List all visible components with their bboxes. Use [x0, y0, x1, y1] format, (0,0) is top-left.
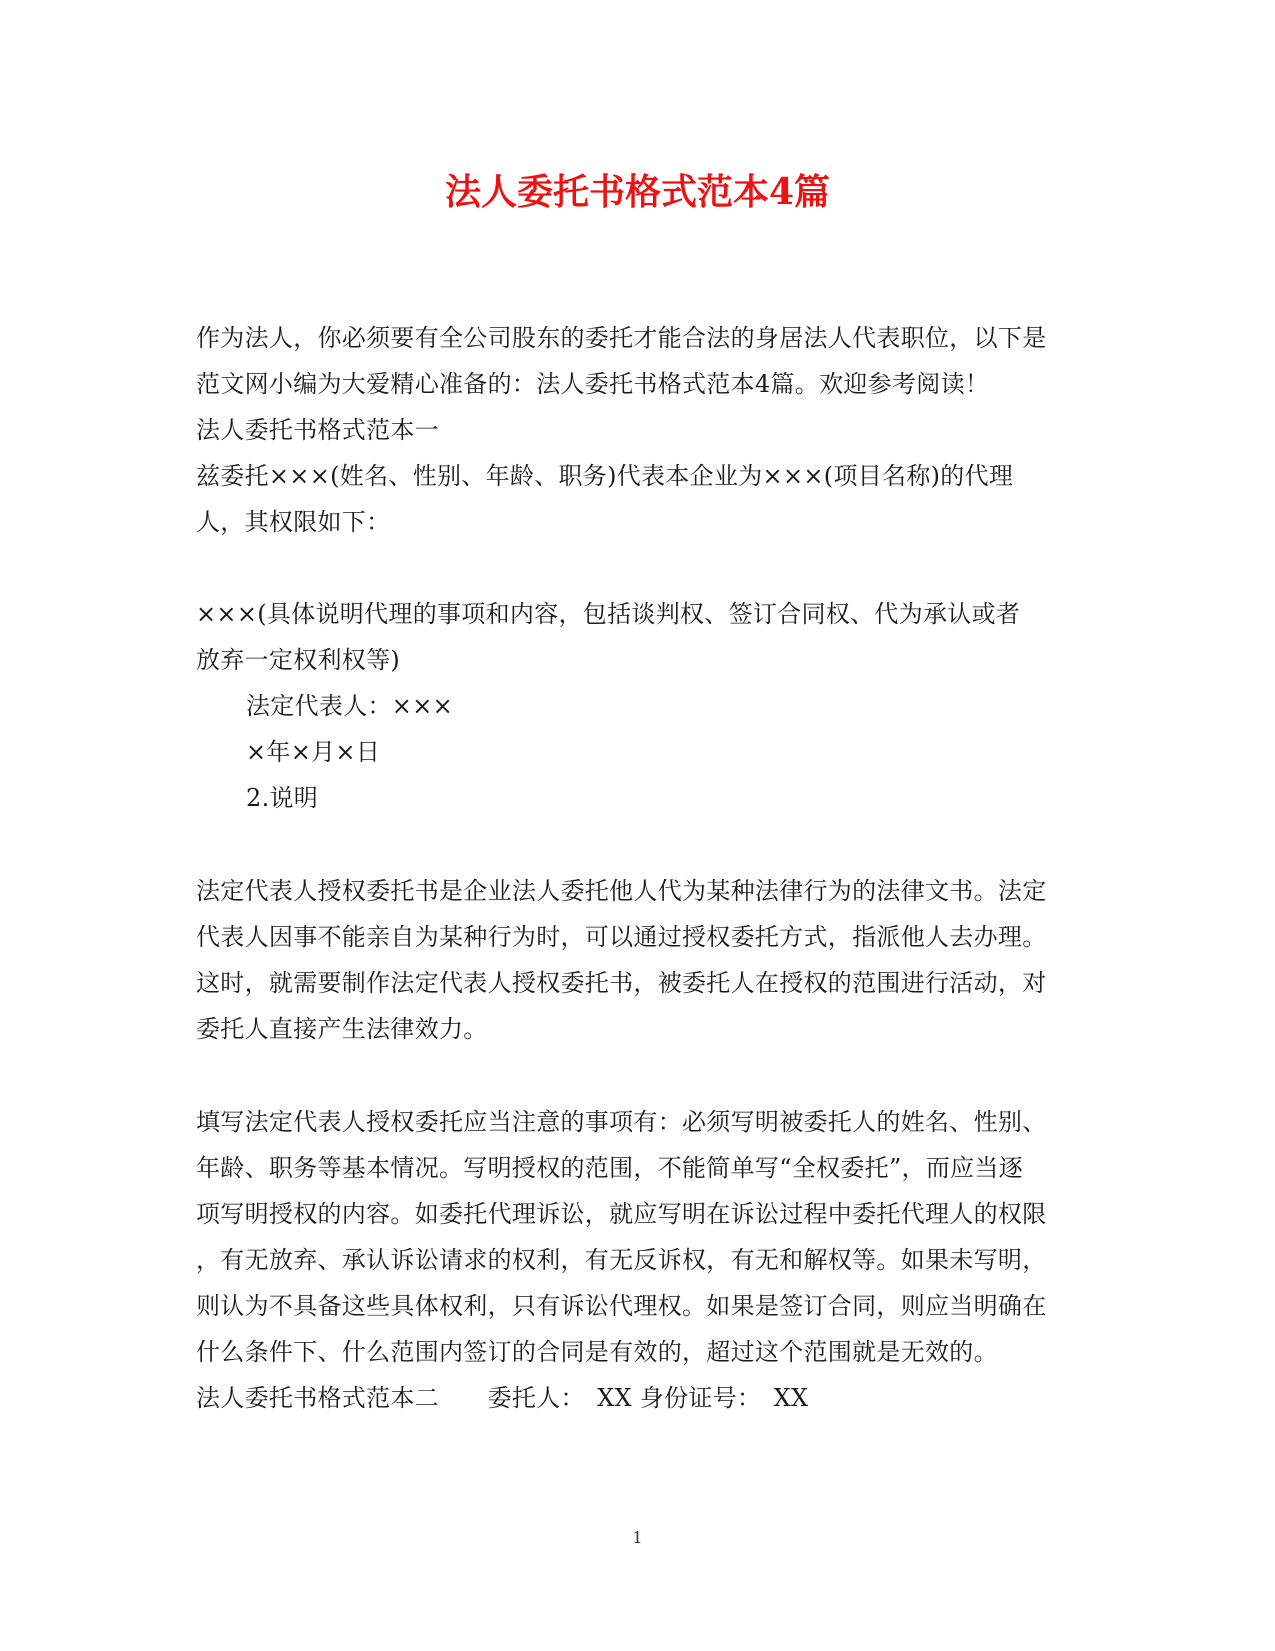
paragraph-line: 委托人直接产生法律效力。 [196, 1015, 488, 1043]
paragraph-line: 放弃一定权利权等) [196, 646, 401, 674]
date-line: ×年×月×日 [246, 738, 381, 766]
paragraph-line: ，有无放弃、承认诉讼请求的权利，有无反诉权，有无和解权等。如果未写明， [196, 1246, 1047, 1274]
paragraph-line: 法定代表人授权委托书是企业法人委托他人代为某种法律行为的法律文书。法定 [196, 877, 1047, 905]
section-heading: 2.说明 [246, 784, 319, 812]
section-heading: 法人委托书格式范本二 委托人： XX 身份证号： XX [196, 1384, 809, 1412]
document-title: 法人委托书格式范本4篇 [444, 171, 831, 213]
paragraph-line: 作为法人，你必须要有全公司股东的委托才能合法的身居法人代表职位，以下是 [196, 324, 1047, 352]
page-number: 1 [632, 1528, 643, 1547]
signature-line: 法定代表人：××× [246, 692, 454, 720]
paragraph-line: 填写法定代表人授权委托应当注意的事项有：必须写明被委托人的姓名、性别、 [196, 1108, 1047, 1136]
paragraph-line: 这时，就需要制作法定代表人授权委托书，被委托人在授权的范围进行活动，对 [196, 969, 1047, 997]
paragraph-line: 则认为不具备这些具体权利，只有诉讼代理权。如果是签订合同，则应当明确在 [196, 1292, 1047, 1320]
paragraph-line: 人，其权限如下： [196, 508, 391, 536]
paragraph-line: 兹委托×××(姓名、性别、年龄、职务)代表本企业为×××(项目名称)的代理 [196, 462, 1014, 490]
paragraph-line: 范文网小编为大爱精心准备的：法人委托书格式范本4篇。欢迎参考阅读！ [196, 370, 990, 398]
paragraph-line: 什么条件下、什么范围内签订的合同是有效的，超过这个范围就是无效的。 [196, 1338, 998, 1366]
paragraph-line: 代表人因事不能亲自为某种行为时，可以通过授权委托方式，指派他人去办理。 [196, 923, 1047, 951]
paragraph-line: 项写明授权的内容。如委托代理诉讼，就应写明在诉讼过程中委托代理人的权限 [196, 1200, 1047, 1228]
paragraph-line: ×××(具体说明代理的事项和内容，包括谈判权、签订合同权、代为承认或者 [196, 600, 1021, 628]
section-heading: 法人委托书格式范本一 [196, 416, 439, 444]
paragraph-line: 年龄、职务等基本情况。写明授权的范围，不能简单写“全权委托”，而应当逐 [196, 1154, 1024, 1182]
